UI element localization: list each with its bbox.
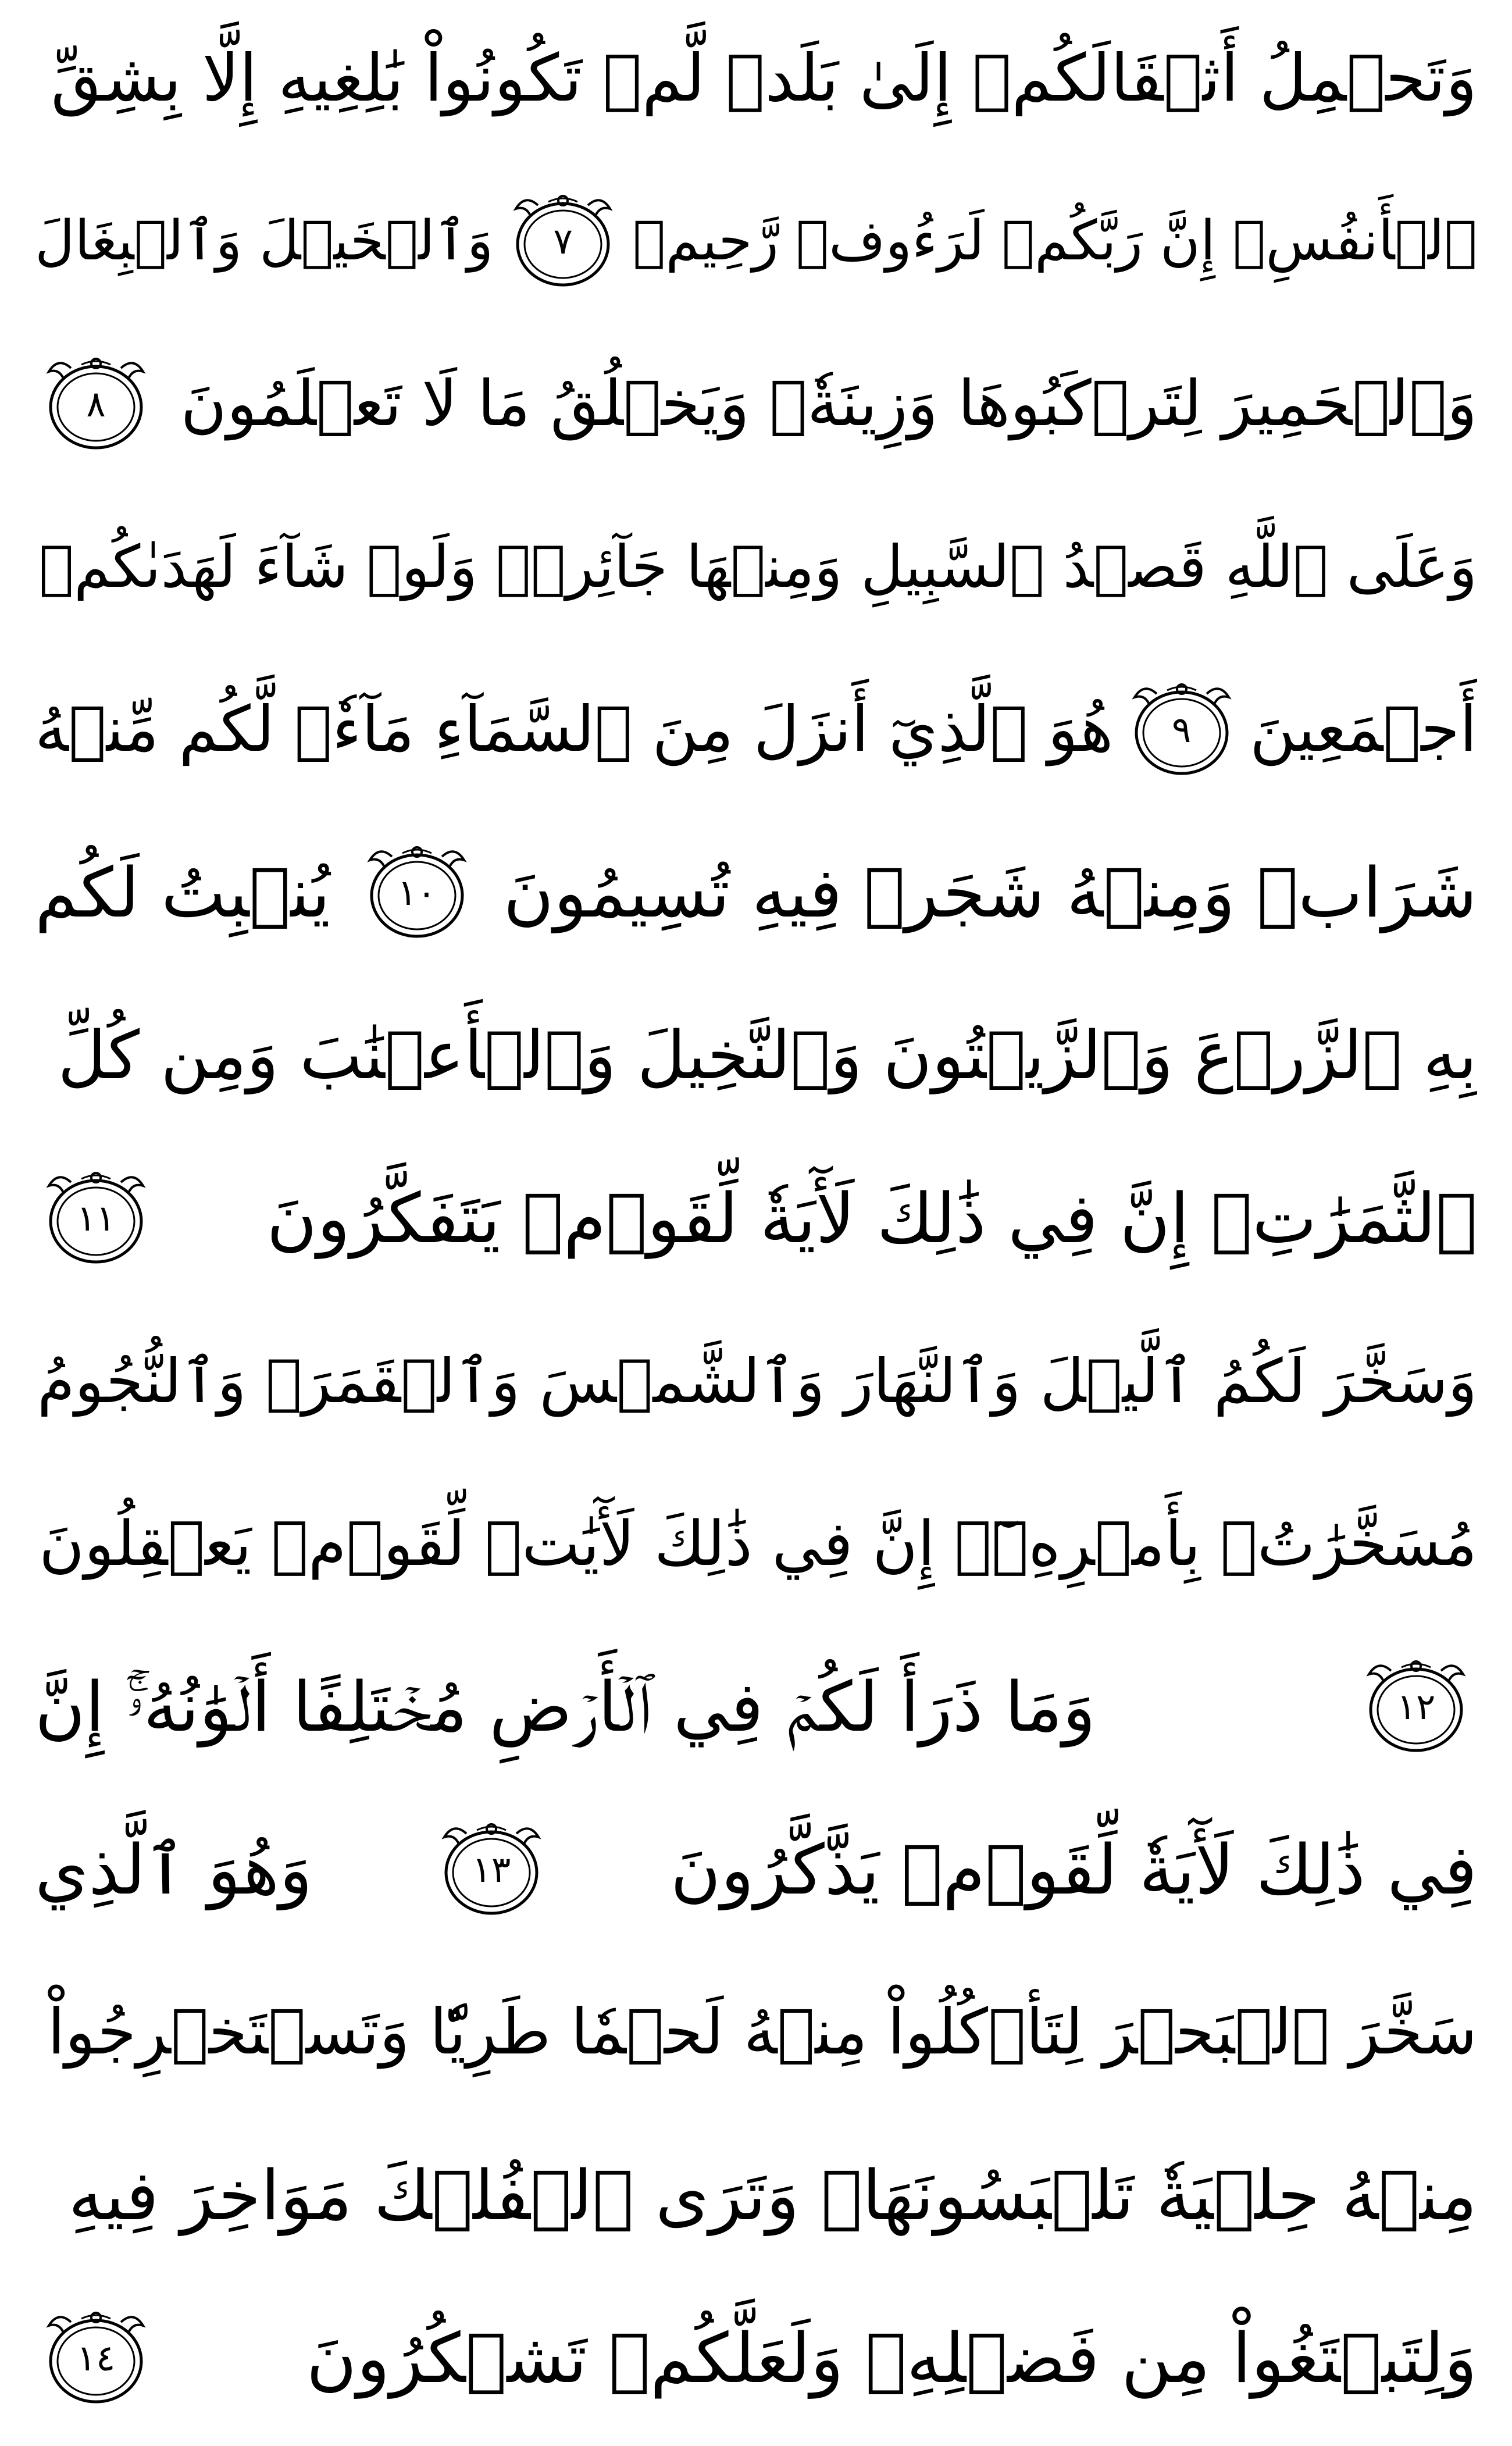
verse-text: أَجۡمَعِينَ xyxy=(1250,693,1477,766)
ayah-number: ١٠ xyxy=(397,871,437,914)
verse-text: وَتَحۡمِلُ أَثۡقَالَكُمۡ إِلَىٰ بَلَدٖ لَّمۡ تَكُونُواْ بَٰلِغِيهِ إِلَّا بِشِقِّ xyxy=(51,41,1477,116)
text-line xyxy=(35,1954,1477,2111)
verse-text: فِي ذَٰلِكَ لَأٓيَةٗ لِّقَوۡمٖ يَذَّكَّرُونَ xyxy=(670,1830,1477,1910)
text-line xyxy=(35,2280,1477,2437)
text-line xyxy=(35,1466,1477,1623)
ayah-number: ١٣ xyxy=(472,1848,511,1891)
ayah-marker-icon xyxy=(1121,678,1243,782)
ayah-number: ١٤ xyxy=(76,2337,116,2379)
text-line xyxy=(35,163,1477,320)
ayah-number: ١١ xyxy=(76,1197,116,1239)
text-line xyxy=(35,651,1477,808)
text-line xyxy=(35,1140,1477,1297)
ayah-marker-icon xyxy=(35,2306,157,2411)
ayah-marker-icon xyxy=(430,1817,552,1922)
verse-text: وَهُوَ ٱلَّذِي xyxy=(35,1830,313,1910)
ayah-marker-icon xyxy=(1355,1655,1477,1759)
text-line xyxy=(35,814,1477,971)
verse-text: يُنۢبِتُ لَكُم xyxy=(35,853,330,933)
text-line xyxy=(35,1628,1477,1785)
text-line xyxy=(35,977,1477,1134)
verse-text: وَسَخَّرَ لَكُمُ ٱلَّيۡلَ وَٱلنَّهَارَ وَٱلشَّمۡسَ وَٱلۡقَمَرَۖ وَٱلنُّجُومُ xyxy=(37,1346,1477,1417)
text-line xyxy=(35,489,1477,646)
ayah-number: ٨ xyxy=(86,383,106,425)
ayah-number: ٧ xyxy=(553,220,573,262)
verse-text: ٱلۡأَنفُسِۚ إِنَّ رَبَّكُمۡ لَرَءُوفٞ رَّحِيمٞ xyxy=(633,209,1477,273)
verse-text: هُوَ ٱلَّذِيٓ أَنزَلَ مِنَ ٱلسَّمَآءِ مَآءٗۖ لَّكُم مِّنۡهُ xyxy=(35,693,1114,766)
text-line xyxy=(35,326,1477,483)
verse-text: وَمَا ذَرَأَ لَكُمۡ فِي ٱلۡأَرۡضِ مُخۡتَلِفًا أَلۡوَٰنُهُۥٓۚ إِنَّ xyxy=(35,1667,1096,1747)
verse-text: مِنۡهُ حِلۡيَةٗ تَلۡبَسُونَهَاۖ وَتَرَى ٱلۡفُلۡكَ مَوَاخِرَ فِيهِ xyxy=(68,2155,1477,2235)
verse-text: سَخَّرَ ٱلۡبَحۡرَ لِتَأۡكُلُواْ مِنۡهُ لَحۡمٗا طَرِيّٗا وَتَسۡتَخۡرِجُواْ xyxy=(47,1996,1477,2069)
verse-text: وَٱلۡحَمِيرَ لِتَرۡكَبُوهَا وَزِينَةٗۚ وَيَخۡلُقُ مَا لَا تَعۡلَمُونَ xyxy=(180,368,1477,440)
text-line xyxy=(35,1303,1477,1460)
ayah-marker-icon xyxy=(35,1166,157,1271)
verse-text: مُسَخَّرَٰتُۢ بِأَمۡرِهِۦٓۚ إِنَّ فِي ذَٰلِكَ لَأٓيَٰتٖ لِّقَوۡمٖ يَعۡقِلُونَ xyxy=(39,1508,1477,1579)
text-line xyxy=(35,2117,1477,2274)
ayah-marker-icon xyxy=(356,840,478,945)
verse-text: ٱلثَّمَرَٰتِۚ إِنَّ فِي ذَٰلِكَ لَأٓيَةٗ لِّقَوۡمٖ يَتَفَكَّرُونَ xyxy=(266,1178,1477,1258)
verse-text: شَرَابٞ وَمِنۡهُ شَجَرٞ فِيهِ تُسِيمُونَ xyxy=(503,853,1477,933)
ayah-number: ١٢ xyxy=(1396,1685,1436,1728)
ayah-number: ٩ xyxy=(1172,708,1192,751)
verse-text: بِهِ ٱلزَّرۡعَ وَٱلزَّيۡتُونَ وَٱلنَّخِيلَ وَٱلۡأَعۡنَٰبَ وَمِن كُلِّ xyxy=(58,1017,1477,1094)
ayah-marker-icon xyxy=(502,189,624,294)
text-line xyxy=(35,0,1477,157)
verse-text: وَلِتَبۡتَغُواْ مِن فَضۡلِهِۦ وَلَعَلَّكُمۡ تَشۡكُرُونَ xyxy=(306,2318,1477,2398)
verse-text: وَٱلۡخَيۡلَ وَٱلۡبِغَالَ xyxy=(35,209,494,273)
ayah-marker-icon xyxy=(35,352,157,457)
text-line xyxy=(35,1791,1477,1948)
verse-text: وَعَلَى ٱللَّهِ قَصۡدُ ٱلسَّبِيلِ وَمِنۡهَا جَآئِرٞۚ وَلَوۡ شَآءَ لَهَدَىٰكُمۡ xyxy=(39,533,1477,601)
